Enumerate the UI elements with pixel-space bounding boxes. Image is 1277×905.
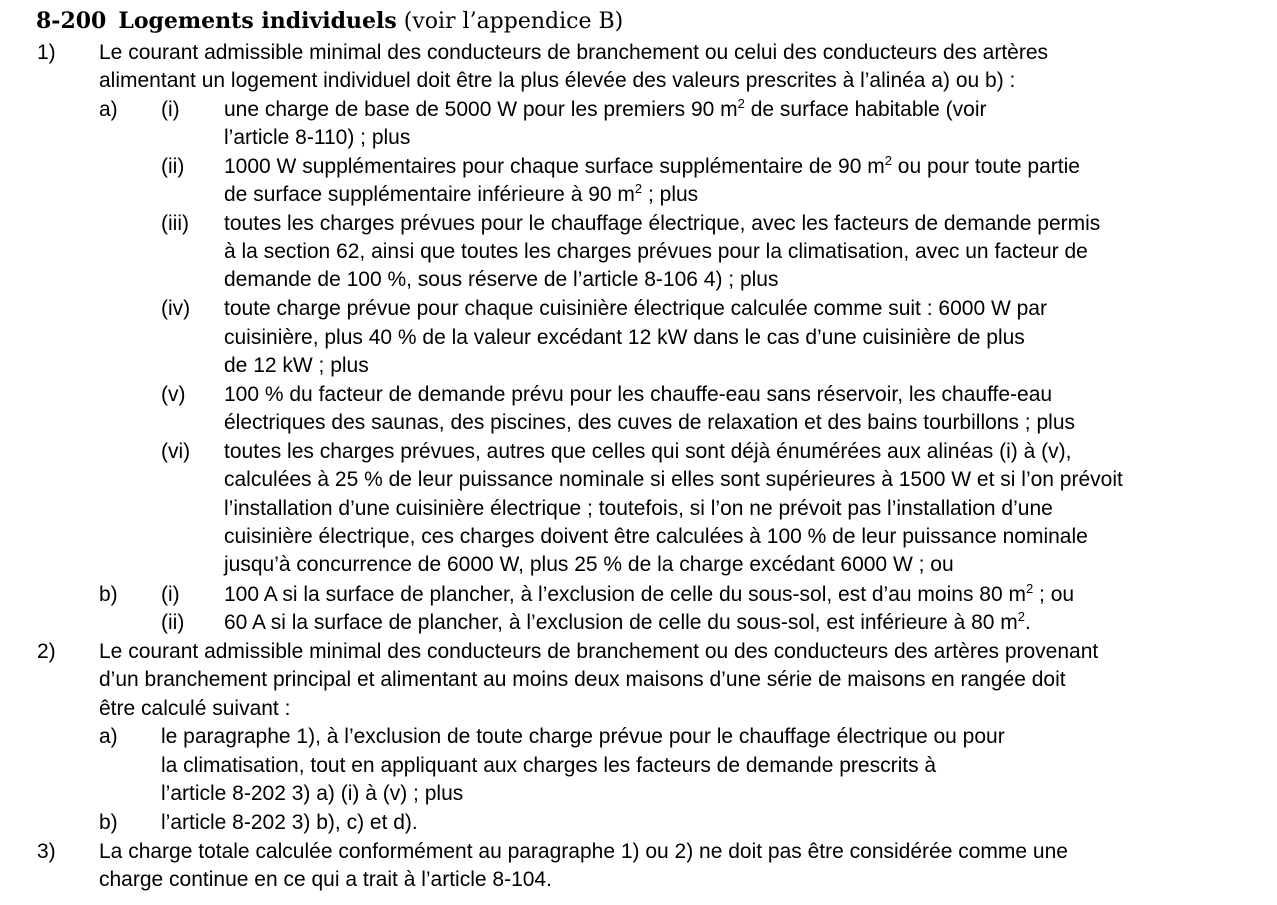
subclause-1b-ii-label: (ii) (161, 611, 185, 634)
paragraph-2-label: 2) (37, 640, 56, 663)
subclause-1a-v-line: électriques des saunas, des piscines, des cuves de relaxation et des bains tourbillons ; plus (224, 411, 1075, 434)
subclause-1a-iv-label: (iv) (161, 297, 191, 320)
subclause-1a-i-label: (i) (161, 98, 180, 121)
subclause-1a-iii-line: à la section 62, ainsi que toutes les charges prévues pour la climatisation, avec un facteur de (224, 240, 1088, 263)
subclause-1a-vi-line: calculées à 25 % de leur puissance nominale si elles sont supérieures à 1500 W et si l’on prévoit (224, 468, 1123, 491)
subclause-1a-ii-line: 1000 W supplémentaires pour chaque surface supplémentaire de 90 $m^2$ ou pour toute partie (224, 153, 1080, 178)
paragraph-2-line: Le courant admissible minimal des conducteurs de branchement ou des conducteurs des artères provenant (99, 640, 1099, 663)
subclause-1a-iv-line: de 12 kW ; plus (224, 354, 369, 377)
clause-2b-line: l’article 8-202 3) b), c) et d). (161, 811, 418, 834)
paragraph-3-label: 3) (37, 840, 56, 863)
clause-2a-label: a) (99, 725, 118, 748)
clause-2a-line: l’article 8-202 3) a) (i) à (v) ; plus (161, 782, 464, 805)
subclause-1a-iii-label: (iii) (161, 212, 189, 235)
paragraph-3-line: La charge totale calculée conformément au paragraphe 1) ou 2) ne doit pas être considérée comme une (99, 840, 1068, 863)
subclause-1a-ii-label: (ii) (161, 155, 185, 178)
subclause-1a-iii-line: toutes les charges prévues pour le chauffage électrique, avec les facteurs de demande permis (224, 212, 1101, 235)
paragraph-1-label: 1) (37, 41, 56, 64)
subclause-1a-i-line: l’article 8-110) ; plus (224, 126, 411, 149)
subclause-1b-i-line: 100 A si la surface de plancher, à l’exclusion de celle du sous-sol, est d’au moins 80 $m^2$ ; ou (224, 581, 1075, 606)
section-note: (voir l’appendice B) (403, 9, 624, 34)
section-heading (36, 6, 623, 37)
clause-2b-label: b) (99, 811, 118, 834)
subclause-1a-iv-line: toute charge prévue pour chaque cuisinière électrique calculée comme suit : 6000 W par (224, 297, 1047, 320)
section-title: Logements individuels (118, 8, 397, 34)
paragraph-3-line: charge continue en ce qui a trait à l’article 8-104. (99, 868, 552, 891)
section-number: 8-200 (36, 8, 107, 34)
subclause-1b-i-label: (i) (161, 583, 180, 606)
clause-1b-label: b) (99, 583, 118, 606)
subclause-1a-vi-line: cuisinière électrique, ces charges doivent être calculées à 100 % de leur puissance nominale (224, 525, 1088, 548)
paragraph-2-line: être calculé suivant : (99, 697, 291, 720)
paragraph-1-line: Le courant admissible minimal des conducteurs de branchement ou celui des conducteurs des artères (99, 41, 1049, 64)
subclause-1a-vi-label: (vi) (161, 440, 191, 463)
subclause-1a-v-label: (v) (161, 383, 186, 406)
subclause-1a-iii-line: demande de 100 %, sous réserve de l’article 8-106 4) ; plus (224, 268, 779, 291)
subclause-1a-vi-line: l’installation d’une cuisinière électrique ; toutefois, si l’on ne prévoit pas l’installation d’une (224, 497, 1053, 520)
subclause-1a-vi-line: jusqu’à concurrence de 6000 W, plus 25 % de la charge excédant 6000 W ; ou (224, 553, 954, 576)
clause-2a-line: la climatisation, tout en appliquant aux charges les facteurs de demande prescrits à (161, 754, 937, 777)
subclause-1a-iv-line: cuisinière, plus 40 % de la valeur excédant 12 kW dans le cas d’une cuisinière de plus (224, 326, 1025, 349)
subclause-1a-ii-line: de surface supplémentaire inférieure à 90 $m^2$ ; plus (224, 181, 699, 206)
paragraph-2-line: d’un branchement principal et alimentant au moins deux maisons d’une série de maisons en rangée doit (99, 668, 1066, 691)
subclause-1a-v-line: 100 % du facteur de demande prévu pour les chauffe-eau sans réservoir, les chauffe-eau (224, 383, 1053, 406)
clause-2a-line: le paragraphe 1), à l’exclusion de toute charge prévue pour le chauffage électrique ou pour (161, 725, 1005, 748)
paragraph-1-line: alimentant un logement individuel doit être la plus élevée des valeurs prescrites à l’alinéa a) ou b) : (99, 69, 1016, 92)
subclause-1b-ii-line: 60 A si la surface de plancher, à l’exclusion de celle du sous-sol, est inférieure à 80 $m^2$. (224, 609, 1031, 634)
subclause-1a-vi-line: toutes les charges prévues, autres que celles qui sont déjà énumérées aux alinéas (i) à (v), (224, 440, 1072, 463)
clause-1a-label: a) (99, 98, 118, 121)
subclause-1a-i-line: une charge de base de 5000 W pour les premiers 90 $m^2$ de surface habitable (voir (224, 96, 987, 121)
